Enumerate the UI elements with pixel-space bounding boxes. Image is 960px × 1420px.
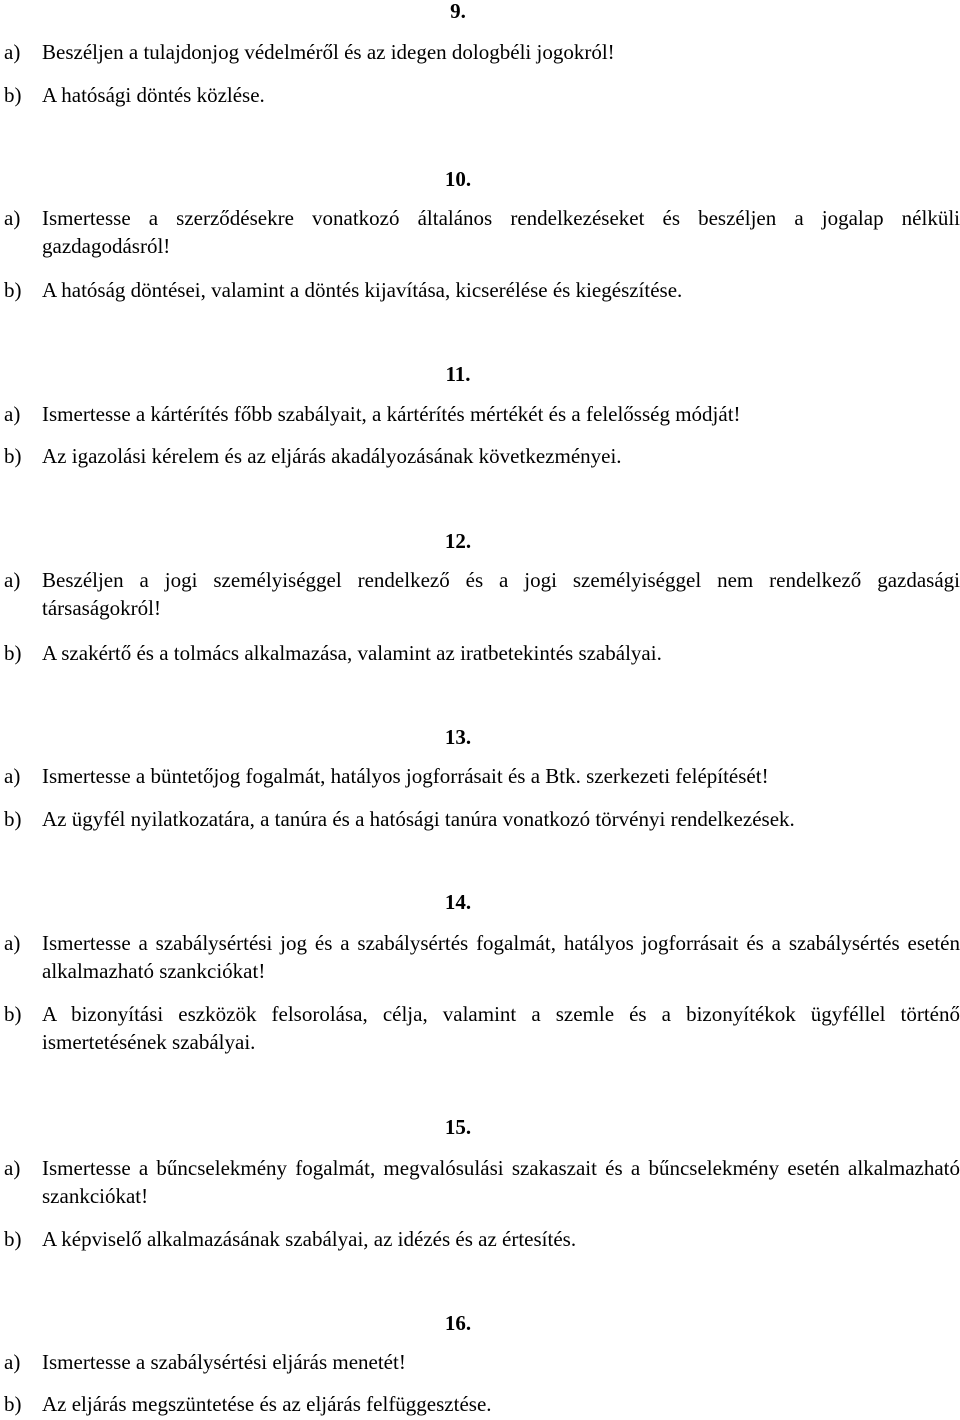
item-text: Ismertesse a büntetőjog fogalmát, hatályos jogforrásait és a Btk. szerkezeti felépítését! [42, 764, 769, 788]
question-number-12: 12. [444, 529, 472, 553]
item-label: a) [4, 206, 21, 230]
question-number-10: 10. [444, 167, 472, 191]
question-number-14: 14. [444, 890, 472, 914]
item-label: b) [4, 83, 22, 107]
item-text: Ismertesse a szabálysértési eljárás menetét! [42, 1350, 406, 1374]
item-text: Ismertesse a szerződésekre vonatkozó általános rendelkezéseket és beszéljen a jogalap nélküli gazdagodásról! [42, 206, 960, 258]
item-text: A képviselő alkalmazásának szabályai, az idézés és az értesítés. [42, 1227, 577, 1251]
item-text: A hatósági döntés közlése. [42, 83, 265, 107]
item-text: Az eljárás megszüntetése és az eljárás felfüggesztése. [42, 1392, 492, 1416]
item-label: b) [4, 807, 22, 831]
question-16-item-a [0, 1348, 960, 1376]
question-12-item-b [0, 639, 960, 667]
question-10-item-a [0, 204, 960, 260]
question-16-item-b [0, 1390, 960, 1418]
item-text: Beszéljen a tulajdonjog védelméről és az idegen dologbéli jogokról! [42, 40, 615, 64]
question-15-item-b [0, 1225, 960, 1253]
item-text: A szakértő és a tolmács alkalmazása, valamint az iratbetekintés szabályai. [42, 641, 662, 665]
question-number-15: 15. [444, 1115, 472, 1139]
item-label: a) [4, 1156, 21, 1180]
item-label: b) [4, 1002, 22, 1026]
item-label: b) [4, 1392, 22, 1416]
item-text: Ismertesse a kártérítés főbb szabályait, a kártérítés mértékét és a felelősség módját! [42, 402, 741, 426]
item-text: A bizonyítási eszközök felsorolása, célja, valamint a szemle és a bizonyítékok ügyféllel történő ismertetésének szabályai. [42, 1002, 960, 1054]
question-13-item-a [0, 762, 960, 790]
item-label: a) [4, 931, 21, 955]
item-label: a) [4, 1350, 21, 1374]
item-text: A hatóság döntései, valamint a döntés kijavítása, kicserélése és kiegészítése. [42, 278, 683, 302]
item-label: a) [4, 402, 21, 426]
item-label: b) [4, 278, 22, 302]
item-label: a) [4, 764, 21, 788]
item-label: a) [4, 568, 21, 592]
item-label: b) [4, 444, 22, 468]
question-number-9: 9. [450, 0, 466, 23]
question-13-item-b [0, 805, 960, 833]
question-12-item-a [0, 566, 960, 622]
item-text: Az igazolási kérelem és az eljárás akadályozásának következményei. [42, 444, 622, 468]
item-text: Ismertesse a szabálysértési jog és a szabálysértés fogalmát, hatályos jogforrásait és a szabálysértés esetén alkalmazható szankciókat! [42, 931, 960, 983]
item-text: Az ügyfél nyilatkozatára, a tanúra és a hatósági tanúra vonatkozó törvényi rendelkezések. [42, 807, 795, 831]
question-number-11: 11. [445, 362, 471, 386]
question-number-16: 16. [444, 1311, 472, 1335]
item-label: b) [4, 1227, 22, 1251]
question-15-item-a [0, 1154, 960, 1210]
question-9-item-a [0, 38, 960, 66]
item-text: Beszéljen a jogi személyiséggel rendelkező és a jogi személyiséggel nem rendelkező gazdasági társaságokról! [42, 568, 960, 620]
item-label: a) [4, 40, 21, 64]
question-11-item-b [0, 442, 960, 470]
question-11-item-a [0, 400, 960, 428]
question-number-13: 13. [444, 725, 472, 749]
question-14-item-b [0, 1000, 960, 1056]
question-14-item-a [0, 929, 960, 985]
item-text: Ismertesse a bűncselekmény fogalmát, megvalósulási szakaszait és a bűncselekmény esetén alkalmazható szankciókat! [42, 1156, 960, 1208]
item-label: b) [4, 641, 22, 665]
question-9-item-b [0, 81, 960, 109]
question-10-item-b [0, 276, 960, 304]
